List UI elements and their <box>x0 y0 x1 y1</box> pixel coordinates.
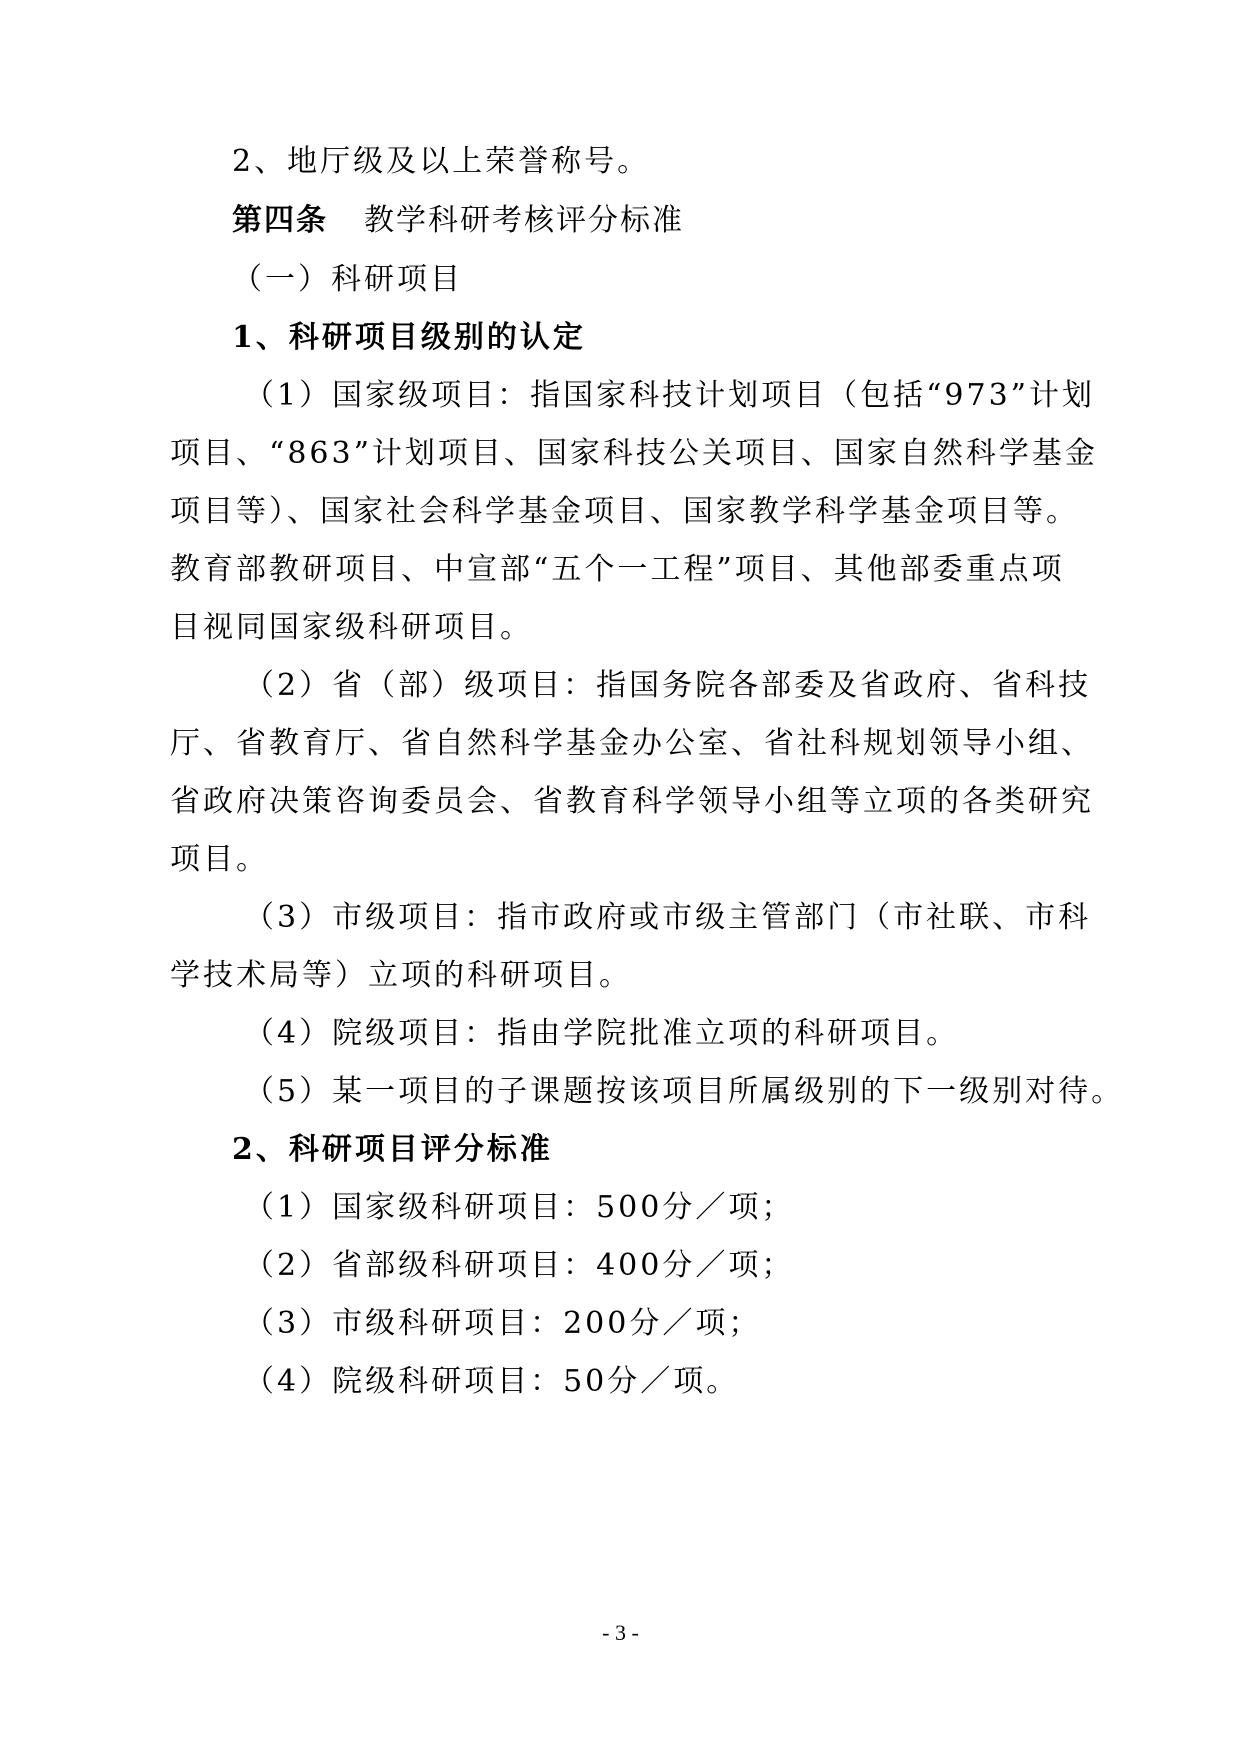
paragraph-provincial-line-3: 省政府决策咨询委员会、省教育科学领导小组等立项的各类研究 <box>170 784 1094 819</box>
paragraph-honor-title: 2、地厅级及以上荣誉称号。 <box>232 144 651 179</box>
score-item-provincial: （2）省部级科研项目：400分／项； <box>244 1248 795 1283</box>
paragraph-provincial-line-2: 厅、省教育厅、省自然科学基金办公室、省社科规划领导小组、 <box>170 726 1094 761</box>
section-heading-research-projects: （一）科研项目 <box>232 262 463 297</box>
article-heading <box>232 201 684 241</box>
score-item-college: （4）院级科研项目：50分／项。 <box>244 1364 740 1399</box>
paragraph-municipal-line-2: 学技术局等）立项的科研项目。 <box>170 958 632 993</box>
page-number: - 3 - <box>602 1620 639 1645</box>
subheading-level-determination: 1、科研项目级别的认定 <box>232 320 586 355</box>
paragraph-subtopic-level: （5）某一项目的子课题按该项目所属级别的下一级别对待。 <box>244 1074 1125 1109</box>
subheading-scoring-standard: 2、科研项目评分标准 <box>232 1132 553 1167</box>
paragraph-national-line-3: 项目等）、国家社会科学基金项目、国家教学科学基金项目等。 <box>170 494 1079 529</box>
score-item-national: （1）国家级科研项目：500分／项； <box>244 1190 795 1225</box>
article-number: 第四条 <box>232 203 328 238</box>
paragraph-college-level: （4）院级项目：指由学院批准立项的科研项目。 <box>244 1016 960 1051</box>
score-item-municipal: （3）市级科研项目：200分／项； <box>244 1306 762 1341</box>
article-title: 教学科研考核评分标准 <box>364 203 684 238</box>
paragraph-provincial-line-4: 项目。 <box>170 842 269 877</box>
paragraph-provincial-line-1: （2）省（部）级项目：指国务院各部委及省政府、省科技 <box>244 668 1092 703</box>
paragraph-national-line-5: 目视同国家级科研项目。 <box>170 610 533 645</box>
paragraph-municipal-line-1: （3）市级项目：指市政府或市级主管部门（市社联、市科 <box>244 900 1092 935</box>
paragraph-national-line-4: 教育部教研项目、中宣部“五个一工程”项目、其他部委重点项 <box>170 552 1065 587</box>
paragraph-national-line-1: （1）国家级项目：指国家科技计划项目（包括“973”计划 <box>244 378 1096 413</box>
paragraph-national-line-2: 项目、“863”计划项目、国家科技公关项目、国家自然科学基金 <box>170 436 1098 471</box>
